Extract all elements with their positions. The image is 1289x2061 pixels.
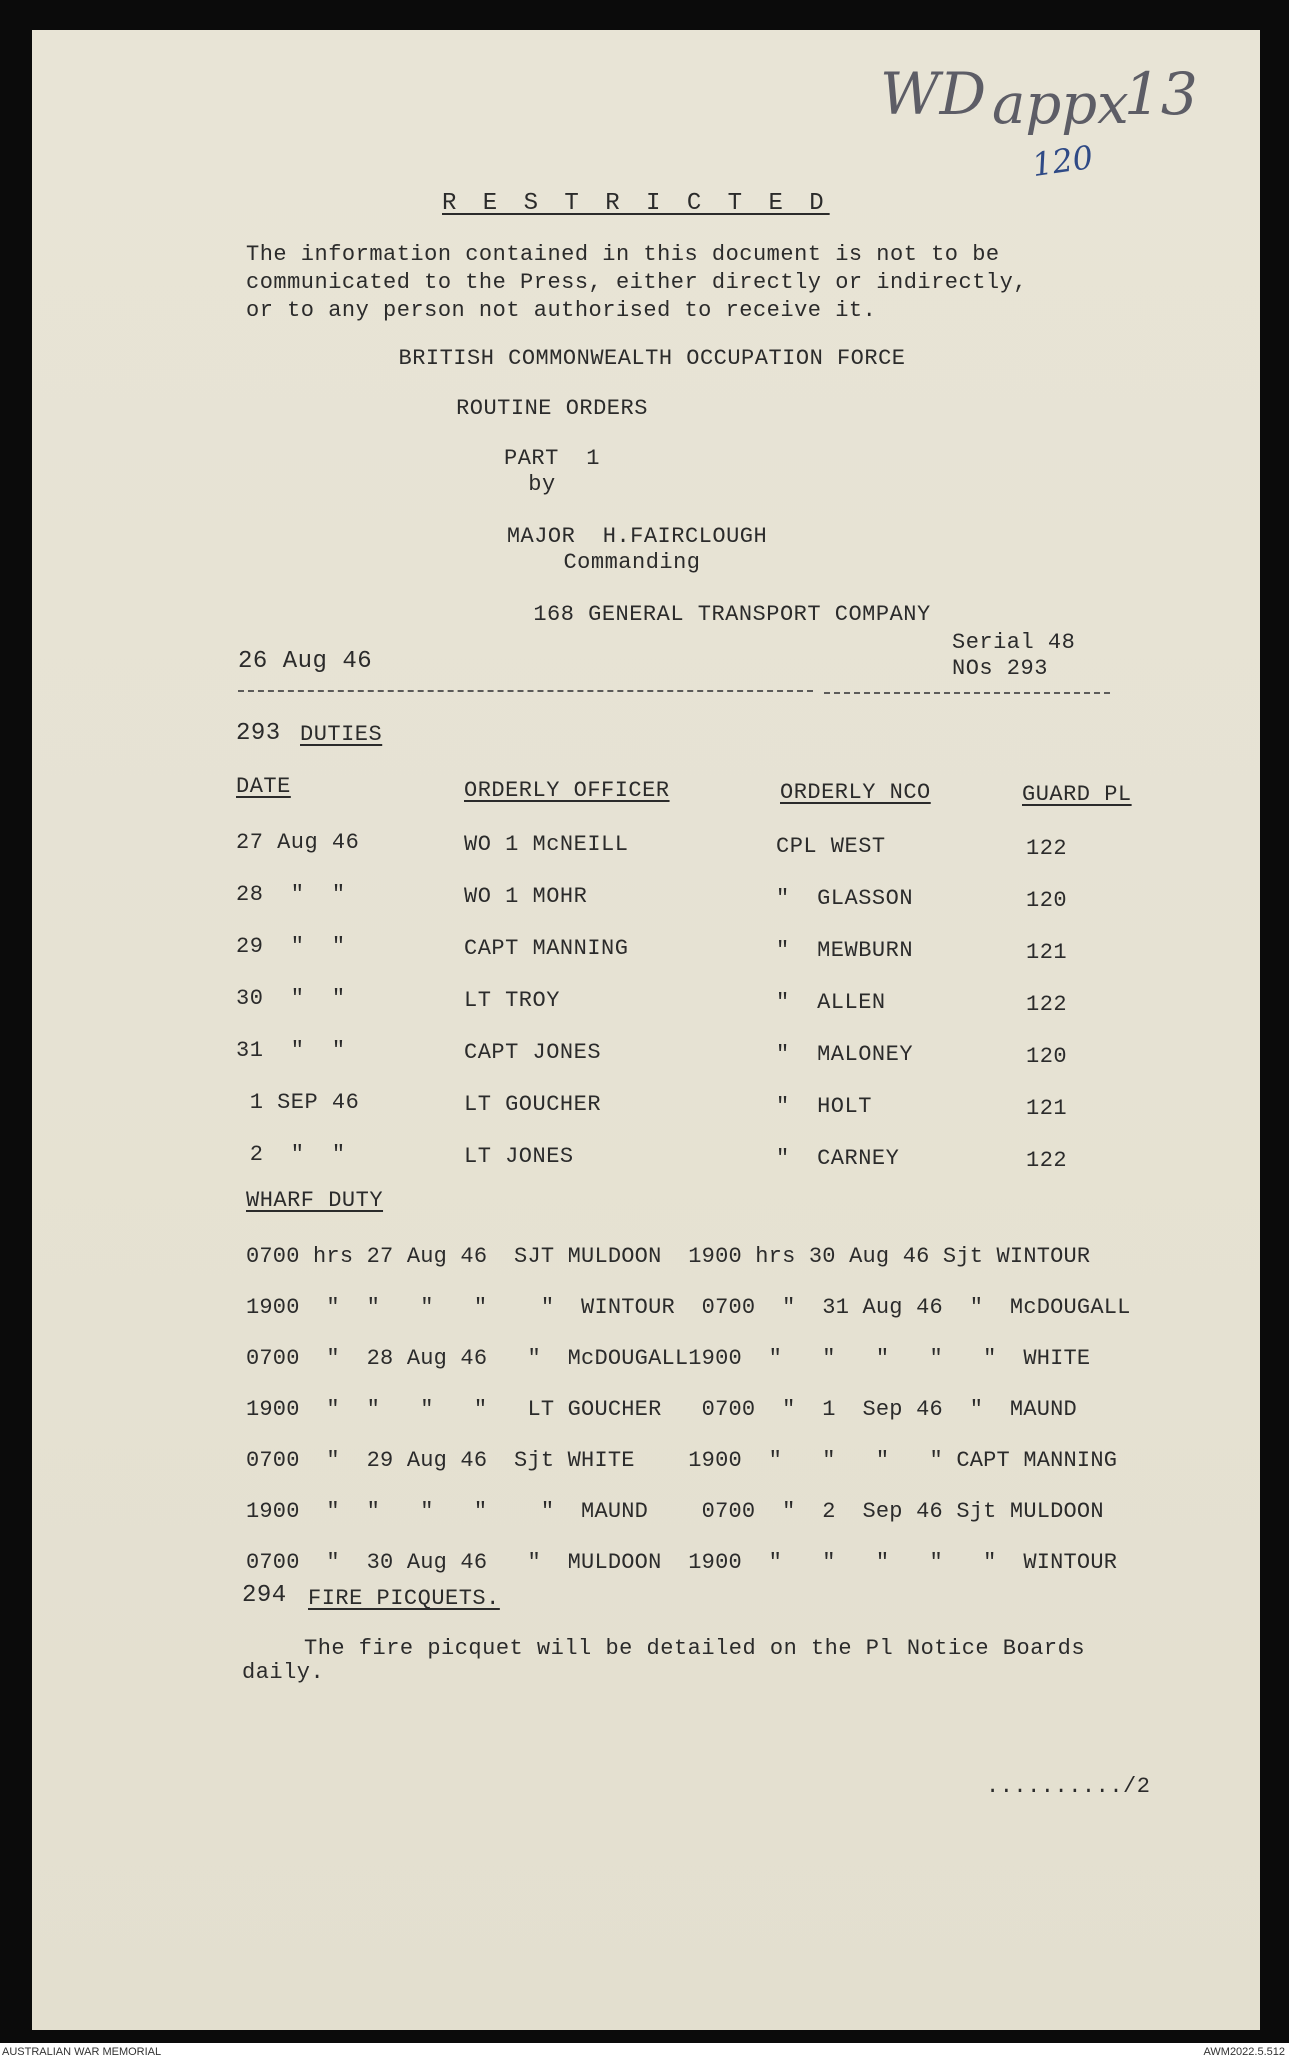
- handwritten-appx: appx: [992, 72, 1129, 137]
- serial-number: Serial 48: [952, 630, 1076, 655]
- wharf-duty-heading: WHARF DUTY: [246, 1188, 384, 1213]
- duty-orderly-nco: " CARNEY: [776, 1146, 900, 1171]
- duty-guard-pl: 121: [1026, 940, 1068, 965]
- continuation-marker: ........../2: [986, 1774, 1151, 1799]
- wharf-duty-row: 1900 " " " " " WINTOUR 0700 " 31 Aug 46 " McDOUGALL: [246, 1295, 1131, 1320]
- fire-picquets-line-1: The fire picquet will be detailed on the Pl Notice Boards: [304, 1636, 1086, 1661]
- duty-guard-pl: 122: [1026, 1148, 1068, 1173]
- officer-name: MAJOR H.FAIRCLOUGH: [506, 524, 768, 549]
- duties-number: 293: [236, 720, 281, 747]
- duty-orderly-nco: " MEWBURN: [776, 938, 914, 963]
- duty-date: 30 " ": [236, 986, 346, 1011]
- column-orderly-nco: ORDERLY NCO: [780, 780, 931, 805]
- handwritten-number: 13: [1124, 60, 1198, 128]
- duty-orderly-nco: " HOLT: [776, 1094, 872, 1119]
- archive-footer: [0, 2043, 1289, 2061]
- duty-guard-pl: 121: [1026, 1096, 1068, 1121]
- restricted-line-3: or to any person not authorised to receive it.: [246, 298, 877, 323]
- archive-reference: AWM2022.5.512: [1203, 2046, 1285, 2058]
- wharf-duty-row: 1900 " " " " LT GOUCHER 0700 " 1 Sep 46 " MAUND: [246, 1397, 1077, 1422]
- fire-picquets-line-2: daily.: [242, 1660, 325, 1685]
- handwritten-wd: WD: [880, 60, 987, 128]
- duty-orderly-officer: WO 1 MOHR: [464, 884, 588, 909]
- fire-picquets-number: 294: [242, 1582, 287, 1609]
- fire-picquets-heading: FIRE PICQUETS.: [308, 1586, 500, 1611]
- restricted-line-1: The information contained in this document is not to be: [246, 242, 1000, 267]
- duty-orderly-officer: WO 1 McNEILL: [464, 832, 629, 857]
- commanding-label: Commanding: [563, 550, 701, 575]
- order-numbers: NOs 293: [952, 656, 1048, 681]
- wharf-duty-row: 0700 hrs 27 Aug 46 SJT MULDOON 1900 hrs 30 Aug 46 Sjt WINTOUR: [246, 1244, 1091, 1269]
- duties-heading: DUTIES: [300, 722, 383, 747]
- wharf-duty-row: 1900 " " " " " MAUND 0700 " 2 Sep 46 Sjt MULDOON: [246, 1499, 1104, 1524]
- duty-date: 29 " ": [236, 934, 346, 959]
- duty-orderly-nco: " GLASSON: [776, 886, 914, 911]
- duty-date: 1 SEP 46: [236, 1090, 360, 1115]
- restricted-line-2: communicated to the Press, either directly or indirectly,: [246, 270, 1028, 295]
- archive-name: AUSTRALIAN WAR MEMORIAL: [2, 2046, 162, 2058]
- part-number: PART 1: [504, 446, 600, 471]
- duty-orderly-officer: LT TROY: [464, 988, 560, 1013]
- wharf-duty-row: 0700 " 30 Aug 46 " MULDOON 1900 " " " " " WINTOUR: [246, 1550, 1118, 1575]
- column-orderly-officer: ORDERLY OFFICER: [464, 778, 670, 803]
- duty-guard-pl: 122: [1026, 992, 1068, 1017]
- duty-guard-pl: 122: [1026, 836, 1068, 861]
- duty-guard-pl: 120: [1026, 1044, 1068, 1069]
- document-page: [32, 30, 1260, 2030]
- restricted-title: R E S T R I C T E D: [442, 190, 830, 217]
- duty-orderly-officer: LT GOUCHER: [464, 1092, 602, 1117]
- duty-date: 27 Aug 46: [236, 830, 360, 855]
- unit-name: 168 GENERAL TRANSPORT COMPANY: [533, 602, 931, 627]
- duty-guard-pl: 120: [1026, 888, 1068, 913]
- duty-orderly-officer: CAPT JONES: [464, 1040, 602, 1065]
- duty-orderly-officer: CAPT MANNING: [464, 936, 629, 961]
- duty-orderly-officer: LT JONES: [464, 1144, 574, 1169]
- handwritten-page-number: 120: [1029, 137, 1096, 185]
- force-name: BRITISH COMMONWEALTH OCCUPATION FORCE: [398, 346, 906, 371]
- routine-orders: ROUTINE ORDERS: [456, 396, 648, 421]
- separator-right: [824, 692, 1110, 694]
- column-date: DATE: [236, 774, 291, 799]
- wharf-duty-row: 0700 " 28 Aug 46 " McDOUGALL1900 " " " " " WHITE: [246, 1346, 1091, 1371]
- column-guard-pl: GUARD PL: [1022, 782, 1132, 807]
- separator-left: [238, 690, 813, 692]
- duty-orderly-nco: " MALONEY: [776, 1042, 914, 1067]
- duty-orderly-nco: CPL WEST: [776, 834, 886, 859]
- duty-date: 31 " ": [236, 1038, 346, 1063]
- wharf-duty-row: 0700 " 29 Aug 46 Sjt WHITE 1900 " " " " CAPT MANNING: [246, 1448, 1118, 1473]
- order-date: 26 Aug 46: [238, 648, 373, 675]
- duty-date: 2 " ": [236, 1142, 346, 1167]
- duty-date: 28 " ": [236, 882, 346, 907]
- duty-orderly-nco: " ALLEN: [776, 990, 886, 1015]
- by-label: by: [528, 472, 556, 497]
